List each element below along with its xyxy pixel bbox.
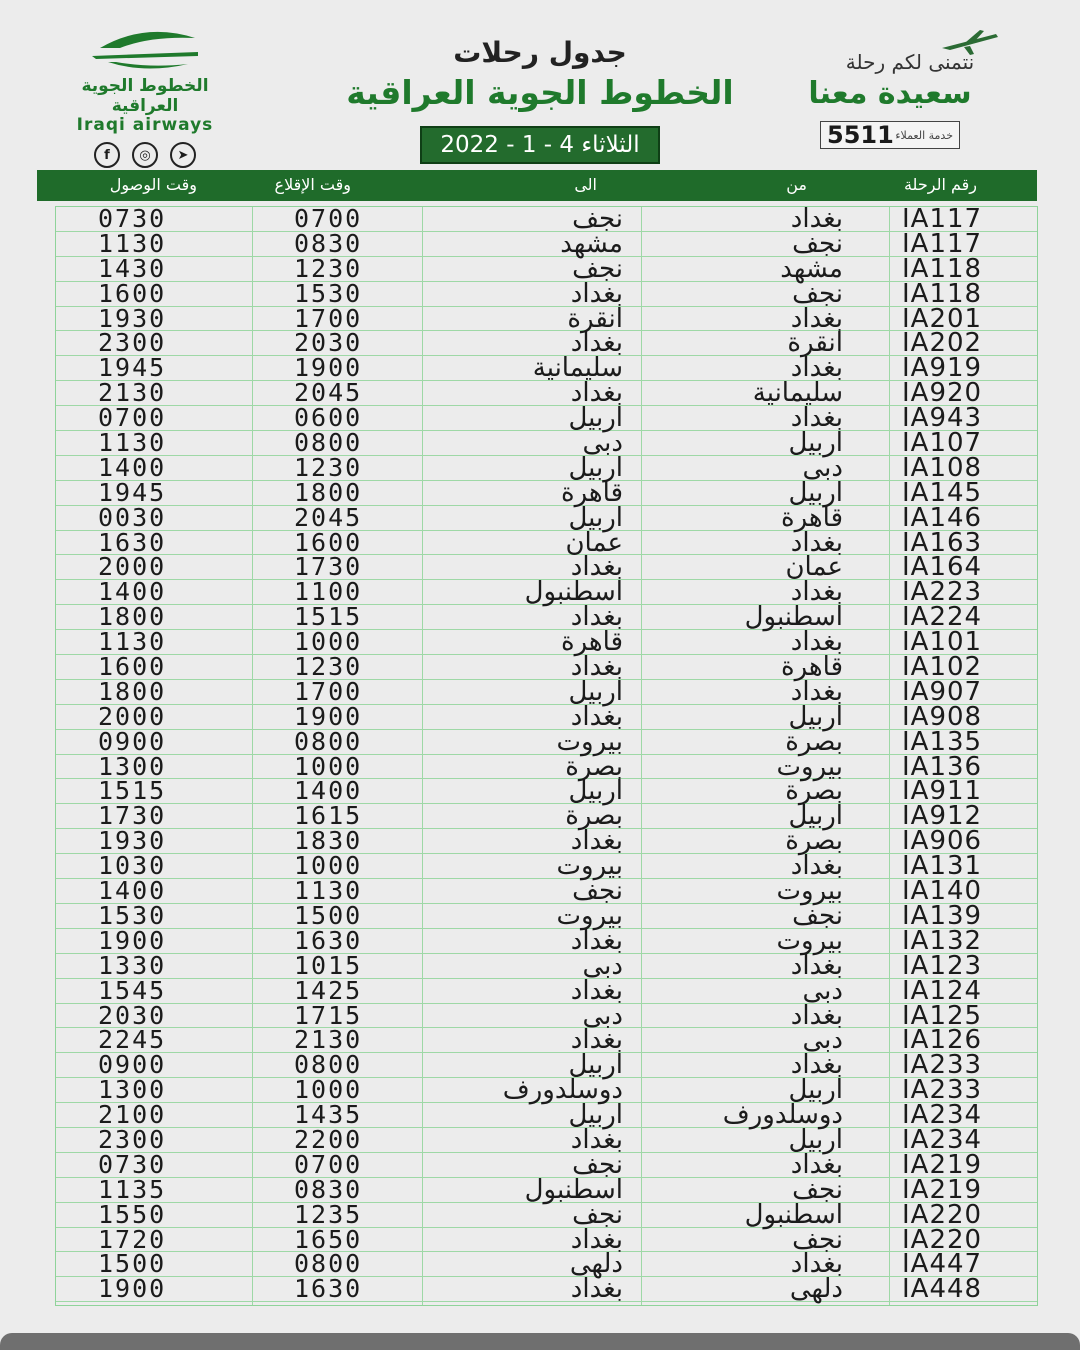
arrival-time-cell: 1600 bbox=[98, 652, 167, 682]
origin-cell: اسطنبول bbox=[744, 602, 843, 633]
destination-cell: اربيل bbox=[568, 776, 623, 807]
column-flight-number: رقم الرحلة bbox=[903, 175, 977, 194]
origin-cell: دلهى bbox=[789, 1274, 843, 1305]
flight-number-cell: IA125 bbox=[902, 1000, 983, 1031]
destination-cell: بغداد bbox=[570, 328, 623, 359]
table-row bbox=[56, 627, 1037, 658]
destination-cell: بيروت bbox=[556, 900, 623, 931]
origin-cell: بيروت bbox=[776, 925, 843, 956]
departure-time-cell: 1715 bbox=[294, 1000, 363, 1030]
departure-time-cell: 1500 bbox=[294, 900, 363, 930]
arrival-time-cell: 1545 bbox=[98, 975, 167, 1005]
destination-cell: دوسلدورف bbox=[502, 1075, 623, 1106]
origin-cell: مشهد bbox=[780, 253, 843, 284]
origin-cell: دبى bbox=[802, 975, 843, 1006]
departure-time-cell: 2045 bbox=[294, 502, 363, 532]
arrival-time-cell: 1135 bbox=[98, 1174, 167, 1204]
departure-time-cell: 0800 bbox=[294, 1249, 363, 1279]
arrival-time-cell: 1900 bbox=[98, 925, 167, 955]
origin-cell: بصرة bbox=[785, 726, 843, 757]
flight-number-cell: IA126 bbox=[902, 1025, 983, 1056]
arrival-time-cell: 1500 bbox=[98, 1249, 167, 1279]
arrival-time-cell: 1720 bbox=[98, 1224, 167, 1254]
origin-cell: عمان bbox=[785, 552, 843, 583]
arrival-time-cell: 1515 bbox=[98, 776, 167, 806]
destination-cell: بغداد bbox=[570, 1224, 623, 1255]
table-row bbox=[56, 428, 1037, 459]
departure-time-cell: 1000 bbox=[294, 627, 363, 657]
flight-number-cell: IA123 bbox=[902, 950, 983, 981]
origin-cell: دبى bbox=[802, 1025, 843, 1056]
destination-cell: نجف bbox=[572, 253, 623, 284]
flight-number-cell: IA219 bbox=[902, 1149, 983, 1180]
arrival-time-cell: 1800 bbox=[98, 602, 167, 632]
arrival-time-cell: 1600 bbox=[98, 278, 167, 308]
destination-cell: بغداد bbox=[570, 602, 623, 633]
flight-number-cell: IA908 bbox=[902, 701, 983, 732]
departure-time-cell: 1230 bbox=[294, 452, 363, 482]
table-row bbox=[56, 975, 1037, 1006]
departure-time-cell: 1230 bbox=[294, 652, 363, 682]
origin-cell: اسطنبول bbox=[744, 1199, 843, 1230]
table-row bbox=[56, 577, 1037, 608]
destination-cell: نجف bbox=[572, 1149, 623, 1180]
departure-time-cell: 1015 bbox=[294, 950, 363, 980]
column-arrival: وقت الوصول bbox=[109, 175, 197, 194]
column-to: الى bbox=[574, 175, 597, 194]
table-row bbox=[56, 477, 1037, 508]
table-row bbox=[56, 776, 1037, 807]
arrival-time-cell: 1300 bbox=[98, 751, 167, 781]
origin-cell: بغداد bbox=[790, 403, 843, 434]
departure-time-cell: 1130 bbox=[294, 876, 363, 906]
flight-number-cell: IA164 bbox=[902, 552, 983, 583]
arrival-time-cell: 1330 bbox=[98, 950, 167, 980]
table-row bbox=[56, 502, 1037, 533]
departure-time-cell: 0800 bbox=[294, 428, 363, 458]
table-row bbox=[56, 676, 1037, 707]
table-row bbox=[56, 204, 1037, 234]
origin-cell: نجف bbox=[792, 1174, 843, 1205]
flight-number-cell: IA163 bbox=[902, 527, 983, 558]
schedule-date: الثلاثاء 4 - 1 - 2022 bbox=[420, 126, 660, 164]
arrival-time-cell: 2000 bbox=[98, 552, 167, 582]
flight-number-cell: IA145 bbox=[902, 477, 983, 508]
facebook-icon[interactable]: f bbox=[94, 142, 120, 168]
table-row bbox=[56, 1100, 1037, 1131]
table-row bbox=[56, 1075, 1037, 1106]
departure-time-cell: 0800 bbox=[294, 726, 363, 756]
origin-cell: نجف bbox=[792, 228, 843, 259]
flight-number-cell: IA919 bbox=[902, 353, 983, 384]
table-row bbox=[56, 253, 1037, 284]
flight-number-cell: IA102 bbox=[902, 652, 983, 683]
table-row bbox=[56, 1224, 1037, 1255]
departure-time-cell: 1100 bbox=[294, 577, 363, 607]
flight-number-cell: IA201 bbox=[902, 303, 983, 334]
departure-time-cell: 1700 bbox=[294, 676, 363, 706]
destination-cell: نجف bbox=[572, 876, 623, 907]
table-row bbox=[56, 278, 1037, 309]
table-row bbox=[56, 1025, 1037, 1056]
departure-time-cell: 1630 bbox=[294, 1274, 363, 1304]
departure-time-cell: 0830 bbox=[294, 228, 363, 258]
departure-time-cell: 0600 bbox=[294, 403, 363, 433]
arrival-time-cell: 0900 bbox=[98, 1050, 167, 1080]
destination-cell: بصرة bbox=[565, 751, 623, 782]
flight-number-cell: IA131 bbox=[902, 851, 983, 882]
destination-cell: اربيل bbox=[568, 403, 623, 434]
origin-cell: نجف bbox=[792, 278, 843, 309]
departure-time-cell: 1515 bbox=[294, 602, 363, 632]
departure-time-cell: 1900 bbox=[294, 353, 363, 383]
flight-number-cell: IA132 bbox=[902, 925, 983, 956]
arrival-time-cell: 1130 bbox=[98, 627, 167, 657]
origin-cell: اربيل bbox=[788, 477, 843, 508]
flight-number-cell: IA920 bbox=[902, 378, 983, 409]
destination-cell: بيروت bbox=[556, 851, 623, 882]
origin-cell: نجف bbox=[792, 900, 843, 931]
table-row bbox=[56, 950, 1037, 981]
arrival-time-cell: 2100 bbox=[98, 1100, 167, 1130]
table-row bbox=[56, 1174, 1037, 1205]
customer-service-label: خدمة العملاء bbox=[895, 128, 953, 142]
destination-cell: بصرة bbox=[565, 801, 623, 832]
destination-cell: دبى bbox=[582, 428, 623, 459]
arrival-time-cell: 0730 bbox=[98, 1149, 167, 1179]
destination-cell: عمان bbox=[565, 527, 623, 558]
flight-number-cell: IA135 bbox=[902, 726, 983, 757]
flight-number-cell: IA906 bbox=[902, 826, 983, 857]
bottom-bar bbox=[0, 1333, 1080, 1350]
table-row bbox=[56, 652, 1037, 683]
table-row bbox=[56, 1199, 1037, 1230]
departure-time-cell: 2130 bbox=[294, 1025, 363, 1055]
destination-cell: اربيل bbox=[568, 1100, 623, 1131]
departure-time-cell: 1700 bbox=[294, 303, 363, 333]
table-row bbox=[56, 378, 1037, 409]
flight-number-cell: IA219 bbox=[902, 1174, 983, 1205]
origin-cell: اربيل bbox=[788, 801, 843, 832]
column-departure: وقت الإقلاع bbox=[274, 175, 351, 194]
table-row bbox=[56, 1000, 1037, 1031]
table-row bbox=[56, 826, 1037, 857]
destination-cell: اسطنبول bbox=[524, 577, 623, 608]
arrival-time-cell: 2030 bbox=[98, 1000, 167, 1030]
flights-table bbox=[55, 206, 1038, 1306]
greeting-block bbox=[780, 34, 1000, 149]
flight-number-cell: IA907 bbox=[902, 676, 983, 707]
origin-cell: سليمانية bbox=[752, 378, 843, 409]
instagram-icon[interactable]: ◎ bbox=[132, 142, 158, 168]
flight-number-cell: IA220 bbox=[902, 1224, 983, 1255]
departure-time-cell: 1830 bbox=[294, 826, 363, 856]
flight-number-cell: IA108 bbox=[902, 452, 983, 483]
table-row bbox=[56, 353, 1037, 384]
arrival-time-cell: 1530 bbox=[98, 900, 167, 930]
table-row bbox=[56, 701, 1037, 732]
arrival-time-cell: 0700 bbox=[98, 403, 167, 433]
flight-number-cell: IA117 bbox=[902, 204, 983, 234]
origin-cell: قاهرة bbox=[780, 652, 843, 683]
flight-number-cell: IA124 bbox=[902, 975, 983, 1006]
greeting-line-1: نتمنى لكم رحلة bbox=[845, 50, 975, 74]
origin-cell: دوسلدورف bbox=[722, 1100, 843, 1131]
flight-number-cell: IA447 bbox=[902, 1249, 983, 1280]
destination-cell: بغداد bbox=[570, 925, 623, 956]
destination-cell: مشهد bbox=[560, 228, 623, 259]
arrival-time-cell: 2130 bbox=[98, 378, 167, 408]
column-from: من bbox=[786, 175, 807, 194]
origin-cell: دبى bbox=[802, 452, 843, 483]
table-row bbox=[56, 726, 1037, 757]
table-row bbox=[56, 925, 1037, 956]
origin-cell: اربيل bbox=[788, 701, 843, 732]
table-row bbox=[56, 1249, 1037, 1280]
customer-service-number: 5511 bbox=[827, 121, 894, 149]
departure-time-cell: 1900 bbox=[294, 701, 363, 731]
schedule-title bbox=[340, 36, 740, 112]
destination-cell: بغداد bbox=[570, 1124, 623, 1155]
origin-cell: انقرة bbox=[787, 328, 843, 359]
origin-cell: بيروت bbox=[776, 876, 843, 907]
table-row bbox=[56, 1124, 1037, 1155]
flight-number-cell: IA136 bbox=[902, 751, 983, 782]
destination-cell: بغداد bbox=[570, 701, 623, 732]
destination-cell: دلهى bbox=[569, 1249, 623, 1280]
bird-logo-icon bbox=[90, 28, 200, 74]
table-row bbox=[56, 403, 1037, 434]
arrival-time-cell: 1400 bbox=[98, 577, 167, 607]
destination-cell: اربيل bbox=[568, 676, 623, 707]
departure-time-cell: 2200 bbox=[294, 1124, 363, 1154]
flight-number-cell: IA233 bbox=[902, 1050, 983, 1081]
arrival-time-cell: 2245 bbox=[98, 1025, 167, 1055]
origin-cell: بغداد bbox=[790, 851, 843, 882]
departure-time-cell: 1435 bbox=[294, 1100, 363, 1130]
origin-cell: بغداد bbox=[790, 353, 843, 384]
origin-cell: اربيل bbox=[788, 1075, 843, 1106]
destination-cell: اربيل bbox=[568, 452, 623, 483]
departure-time-cell: 0800 bbox=[294, 1050, 363, 1080]
departure-time-cell: 0700 bbox=[294, 1149, 363, 1179]
destination-cell: بغداد bbox=[570, 652, 623, 683]
table-row bbox=[56, 1149, 1037, 1180]
destination-cell: سليمانية bbox=[532, 353, 623, 384]
arrival-time-cell: 1130 bbox=[98, 428, 167, 458]
arrival-time-cell: 1900 bbox=[98, 1274, 167, 1304]
departure-time-cell: 1800 bbox=[294, 477, 363, 507]
flight-number-cell: IA223 bbox=[902, 577, 983, 608]
origin-cell: بغداد bbox=[790, 627, 843, 658]
arrival-time-cell: 2000 bbox=[98, 701, 167, 731]
flight-number-cell: IA140 bbox=[902, 876, 983, 907]
table-row bbox=[56, 876, 1037, 907]
flight-number-cell: IA146 bbox=[902, 502, 983, 533]
flight-number-cell: IA911 bbox=[902, 776, 983, 807]
table-row bbox=[56, 1274, 1037, 1305]
table-row bbox=[56, 751, 1037, 782]
destination-cell: نجف bbox=[572, 1199, 623, 1230]
destination-cell: قاهرة bbox=[560, 477, 623, 508]
title-line-2: الخطوط الجوية العراقية bbox=[346, 73, 734, 112]
arrival-time-cell: 1730 bbox=[98, 801, 167, 831]
origin-cell: بغداد bbox=[790, 303, 843, 334]
arrival-time-cell: 1945 bbox=[98, 353, 167, 383]
table-row bbox=[56, 452, 1037, 483]
origin-cell: بغداد bbox=[790, 577, 843, 608]
arrival-time-cell: 2300 bbox=[98, 328, 167, 358]
origin-cell: بغداد bbox=[790, 950, 843, 981]
origin-cell: بغداد bbox=[790, 204, 843, 234]
table-row bbox=[56, 900, 1037, 931]
table-header bbox=[37, 170, 1037, 201]
arrival-time-cell: 1630 bbox=[98, 527, 167, 557]
table-row bbox=[56, 602, 1037, 633]
flight-number-cell: IA224 bbox=[902, 602, 983, 633]
flight-number-cell: IA943 bbox=[902, 403, 983, 434]
arrival-time-cell: 1030 bbox=[98, 851, 167, 881]
arrival-time-cell: 1550 bbox=[98, 1199, 167, 1229]
customer-service-box bbox=[820, 121, 960, 149]
origin-cell: نجف bbox=[792, 1224, 843, 1255]
departure-time-cell: 1400 bbox=[294, 776, 363, 806]
destination-cell: اربيل bbox=[568, 502, 623, 533]
departure-time-cell: 1730 bbox=[294, 552, 363, 582]
iraqi-airways-logo bbox=[50, 28, 240, 168]
destination-cell: دبى bbox=[582, 1000, 623, 1031]
destination-cell: انقرة bbox=[567, 303, 623, 334]
arrival-time-cell: 1945 bbox=[98, 477, 167, 507]
departure-time-cell: 1000 bbox=[294, 851, 363, 881]
destination-cell: بغداد bbox=[570, 552, 623, 583]
departure-time-cell: 1230 bbox=[294, 253, 363, 283]
flight-number-cell: IA220 bbox=[902, 1199, 983, 1230]
departure-time-cell: 1235 bbox=[294, 1199, 363, 1229]
origin-cell: بغداد bbox=[790, 1050, 843, 1081]
departure-time-cell: 1000 bbox=[294, 1075, 363, 1105]
destination-cell: بغداد bbox=[570, 1274, 623, 1305]
flight-number-cell: IA912 bbox=[902, 801, 983, 832]
social-links bbox=[50, 142, 240, 168]
departure-time-cell: 1530 bbox=[294, 278, 363, 308]
arrival-time-cell: 1800 bbox=[98, 676, 167, 706]
departure-time-cell: 0830 bbox=[294, 1174, 363, 1204]
arrival-time-cell: 2300 bbox=[98, 1124, 167, 1154]
departure-time-cell: 0700 bbox=[294, 204, 363, 233]
origin-cell: بغداد bbox=[790, 1000, 843, 1031]
arrival-time-cell: 0030 bbox=[98, 502, 167, 532]
origin-cell: اربيل bbox=[788, 428, 843, 459]
greeting-line-2: سعيدة معنا bbox=[808, 76, 972, 111]
departure-time-cell: 1650 bbox=[294, 1224, 363, 1254]
origin-cell: بيروت bbox=[776, 751, 843, 782]
destination-cell: بغداد bbox=[570, 378, 623, 409]
arrival-time-cell: 0900 bbox=[98, 726, 167, 756]
table-row bbox=[56, 851, 1037, 882]
flight-number-cell: IA101 bbox=[902, 627, 983, 658]
flight-number-cell: IA234 bbox=[902, 1100, 983, 1131]
flight-number-cell: IA202 bbox=[902, 328, 983, 359]
destination-cell: بغداد bbox=[570, 278, 623, 309]
flight-number-cell: IA139 bbox=[902, 900, 983, 931]
origin-cell: بصرة bbox=[785, 826, 843, 857]
header bbox=[0, 0, 1080, 170]
departure-time-cell: 2030 bbox=[294, 328, 363, 358]
origin-cell: بغداد bbox=[790, 1249, 843, 1280]
arrival-time-cell: 1400 bbox=[98, 452, 167, 482]
table-row bbox=[56, 303, 1037, 334]
arrival-time-cell: 1930 bbox=[98, 826, 167, 856]
arrival-time-cell: 1300 bbox=[98, 1075, 167, 1105]
brand-name-arabic: الخطوط الجوية العراقية bbox=[81, 76, 209, 116]
brand-name-english: Iraqi airways bbox=[76, 115, 214, 135]
destination-cell: بغداد bbox=[570, 826, 623, 857]
origin-cell: اربيل bbox=[788, 1124, 843, 1155]
departure-time-cell: 1000 bbox=[294, 751, 363, 781]
departure-time-cell: 2045 bbox=[294, 378, 363, 408]
destination-cell: اربيل bbox=[568, 1050, 623, 1081]
origin-cell: بغداد bbox=[790, 1149, 843, 1180]
flight-number-cell: IA117 bbox=[902, 228, 983, 259]
flight-number-cell: IA118 bbox=[902, 278, 983, 309]
flight-number-cell: IA234 bbox=[902, 1124, 983, 1155]
destination-cell: نجف bbox=[572, 204, 623, 234]
telegram-icon[interactable]: ➤ bbox=[170, 142, 196, 168]
origin-cell: بغداد bbox=[790, 527, 843, 558]
flight-number-cell: IA107 bbox=[902, 428, 983, 459]
departure-time-cell: 1615 bbox=[294, 801, 363, 831]
arrival-time-cell: 1130 bbox=[98, 228, 167, 258]
origin-cell: بصرة bbox=[785, 776, 843, 807]
table-row bbox=[56, 801, 1037, 832]
flight-number-cell: IA448 bbox=[902, 1274, 983, 1305]
destination-cell: بغداد bbox=[570, 975, 623, 1006]
origin-cell: بغداد bbox=[790, 676, 843, 707]
origin-cell: قاهرة bbox=[780, 502, 843, 533]
departure-time-cell: 1630 bbox=[294, 925, 363, 955]
arrival-time-cell: 1400 bbox=[98, 876, 167, 906]
arrival-time-cell: 1930 bbox=[98, 303, 167, 333]
table-row bbox=[56, 527, 1037, 558]
destination-cell: قاهرة bbox=[560, 627, 623, 658]
flight-number-cell: IA118 bbox=[902, 253, 983, 284]
departure-time-cell: 1600 bbox=[294, 527, 363, 557]
arrival-time-cell: 1430 bbox=[98, 253, 167, 283]
destination-cell: بيروت bbox=[556, 726, 623, 757]
table-row bbox=[56, 228, 1037, 259]
departure-time-cell: 1425 bbox=[294, 975, 363, 1005]
flight-number-cell: IA233 bbox=[902, 1075, 983, 1106]
arrival-time-cell: 0730 bbox=[98, 204, 167, 233]
destination-cell: بغداد bbox=[570, 1025, 623, 1056]
destination-cell: دبى bbox=[582, 950, 623, 981]
title-line-1: جدول رحلات bbox=[453, 36, 627, 69]
destination-cell: اسطنبول bbox=[524, 1174, 623, 1205]
